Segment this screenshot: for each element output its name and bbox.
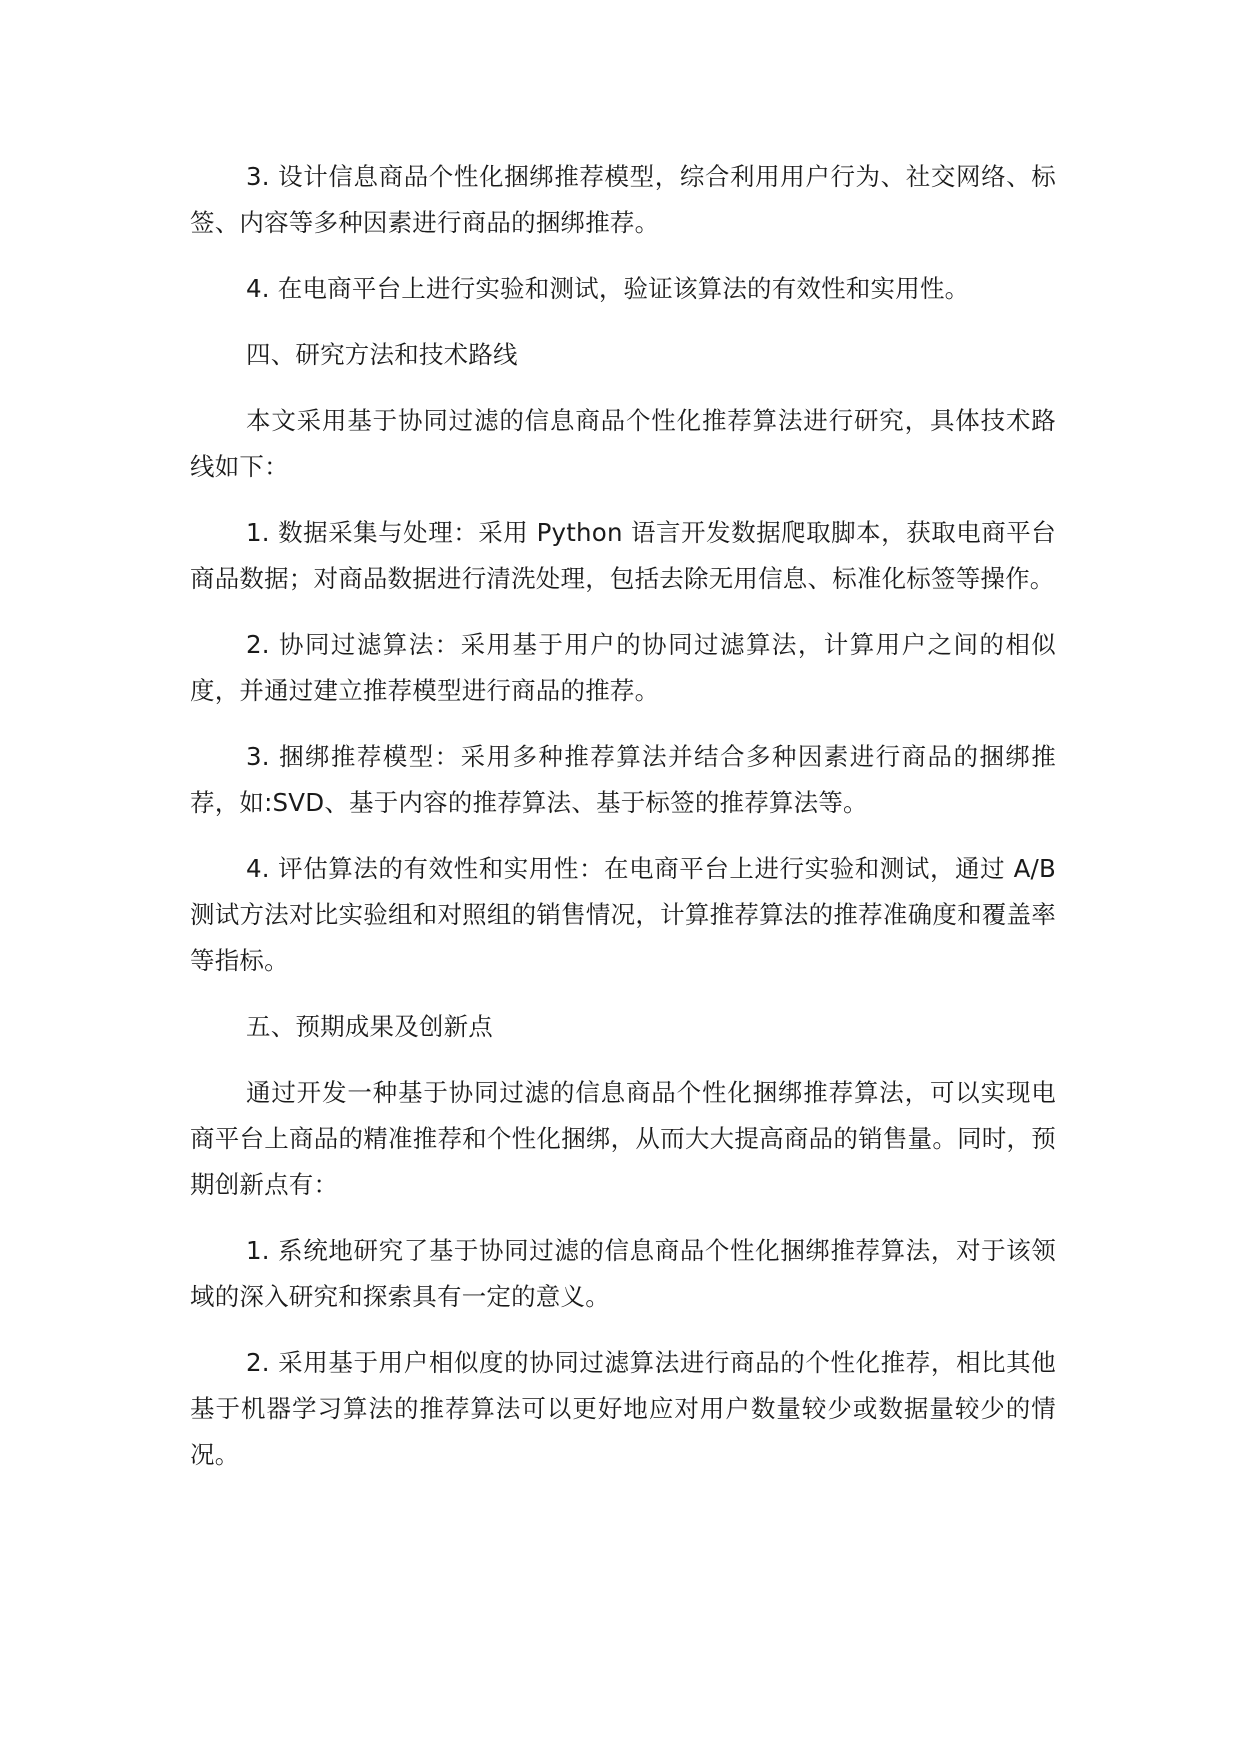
method-item-collaborative-filtering: 2. 协同过滤算法：采用基于用户的协同过滤算法，计算用户之间的相似度，并通过建立推荐模型进行商品的推荐。 xyxy=(190,630,1056,705)
section-heading-methods: 四、研究方法和技术路线 xyxy=(246,340,518,369)
list-item-3-bundle-model: 3. 设计信息商品个性化捆绑推荐模型，综合利用用户行为、社交网络、标签、内容等多种因素进行商品的捆绑推荐。 xyxy=(190,162,1056,237)
methods-intro-paragraph: 本文采用基于协同过滤的信息商品个性化推荐算法进行研究，具体技术路线如下： xyxy=(190,406,1056,481)
method-item-evaluation: 4. 评估算法的有效性和实用性：在电商平台上进行实验和测试，通过 A/B 测试方法对比实验组和对照组的销售情况，计算推荐算法的推荐准确度和覆盖率等指标。 xyxy=(190,854,1056,975)
method-item-data-collection: 1. 数据采集与处理：采用 Python 语言开发数据爬取脚本，获取电商平台商品数据；对商品数据进行清洗处理，包括去除无用信息、标准化标签等操作。 xyxy=(190,518,1056,593)
method-item-bundle-model: 3. 捆绑推荐模型：采用多种推荐算法并结合多种因素进行商品的捆绑推荐，如:SVD、基于内容的推荐算法、基于标签的推荐算法等。 xyxy=(190,742,1056,817)
section-heading-outcomes: 五、预期成果及创新点 xyxy=(246,1012,493,1041)
innovation-item-1: 1. 系统地研究了基于协同过滤的信息商品个性化捆绑推荐算法，对于该领域的深入研究和探索具有一定的意义。 xyxy=(190,1236,1056,1311)
outcomes-intro-paragraph: 通过开发一种基于协同过滤的信息商品个性化捆绑推荐算法，可以实现电商平台上商品的精准推荐和个性化捆绑，从而大大提高商品的销售量。同时，预期创新点有： xyxy=(190,1078,1056,1199)
document-body xyxy=(190,154,1056,1498)
innovation-item-2: 2. 采用基于用户相似度的协同过滤算法进行商品的个性化推荐，相比其他基于机器学习算法的推荐算法可以更好地应对用户数量较少或数据量较少的情况。 xyxy=(190,1348,1056,1469)
list-item-4-experiments: 4. 在电商平台上进行实验和测试，验证该算法的有效性和实用性。 xyxy=(246,274,970,303)
